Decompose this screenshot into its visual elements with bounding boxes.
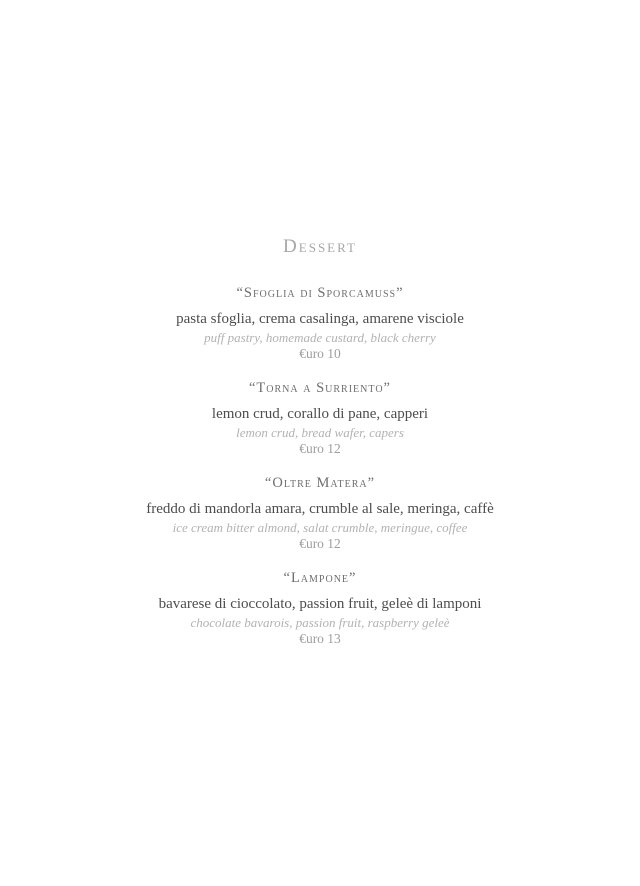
menu-item-description-italian: bavarese di cioccolato, passion fruit, geleè di lamponi (158, 596, 482, 612)
menu-item-description-english: ice cream bitter almond, salat crumble, meringue, coffee (172, 520, 468, 535)
menu-item-price: €uro 12 (299, 441, 341, 456)
menu-item-description-italian: pasta sfoglia, crema casalinga, amarene visciole (176, 311, 464, 327)
menu-item (0, 476, 640, 552)
menu-item (0, 381, 640, 457)
menu-item-name: “Torna a Surriento” (249, 380, 391, 396)
menu-item-description-english: chocolate bavarois, passion fruit, raspberry geleè (190, 615, 450, 630)
menu-item-price: €uro 12 (299, 536, 341, 551)
menu-item-name: “Sfoglia di Sporcamuss” (236, 285, 404, 301)
menu-item-price: €uro 10 (299, 346, 341, 361)
menu-item-name: “Oltre Matera” (264, 475, 376, 491)
menu-item-description-italian: lemon crud, corallo di pane, capperi (211, 406, 429, 422)
menu-item (0, 571, 640, 647)
menu-item-description-english: lemon crud, bread wafer, capers (236, 425, 404, 440)
menu-item-description-italian: freddo di mandorla amara, crumble al sale, meringa, caffè (146, 501, 494, 517)
menu-section-title: Dessert (283, 236, 357, 257)
menu-item-name: “Lampone” (283, 570, 357, 586)
menu-item (0, 286, 640, 362)
menu-item-description-english: puff pastry, homemade custard, black cherry (204, 330, 436, 345)
menu-item-price: €uro 13 (299, 631, 341, 646)
